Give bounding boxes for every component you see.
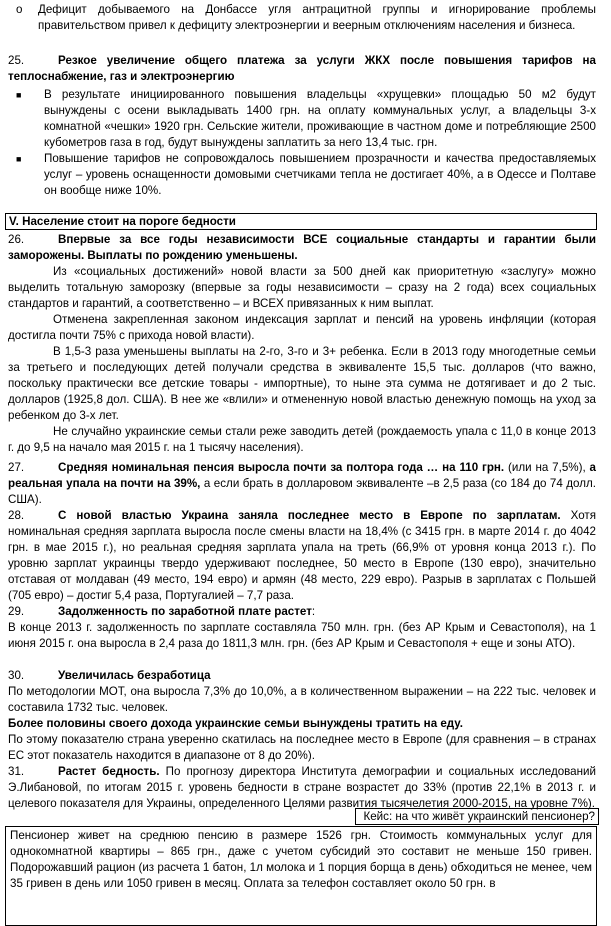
intro-bullet-text: Дефицит добываемого на Донбассе угля антрацитной группы и игнорирование проблемы правительством привел к дефициту электроэнергии и веерным отключениям населения и бизнеса. bbox=[38, 3, 596, 32]
item-number: 26. bbox=[8, 233, 25, 246]
case-box bbox=[5, 826, 597, 926]
case-text: Пенсионер живет на среднюю пенсию в размере 1526 грн. Стоимость коммунальных услуг для однокомнатной квартиры – 865 грн., даже с учетом субсидий это составит не меньше 150 гривен. Подорожавший рацион (из расчета 1 батон, 1л молока и 1 порция борща в день) обходиться не менее, чем 35 гривен в день или 1050 гривен в месяц. Оплата за телефон составляет около 50 грн. в bbox=[10, 829, 592, 890]
item-27-bold-2: а реальная упала на почти на 39%, bbox=[8, 461, 596, 490]
circle-bullet-icon: o bbox=[16, 3, 23, 16]
item-number: 30. bbox=[8, 669, 25, 682]
item-number: 29. bbox=[8, 605, 25, 618]
item-30-text-2: По этому показателю страна уверенно скатилась на последнее место в Европе (для сравнения – в странах ЕС этот показатель находится в диапазоне от 8 до 20%). bbox=[8, 733, 596, 762]
item-26-paragraph-4: Не случайно украинские семьи стали реже заводить детей (рождаемость упала с 11,0 в конце 2013 г. до 9,5 на начало мая 2015 г. на 1 тысячу населения). bbox=[8, 425, 596, 454]
intro-bullet bbox=[16, 2, 596, 34]
item-28-text: Хотя номинальная средняя зарплата выросла после смены власти на 18,4% (с 3415 грн. в марте 2014 г. до 4042 грн. в мае 2015 г.), но реальная средняя зарплата упала на треть (66,9% от уровня конца 2013 г.). По уровню зарплат украинцы твердо удерживают последнее, 50 место в Европе (130 евро), значительно отставая от молдаван (49 место, 194 евро) и армян (48 место, 229 евро). Разрыв в зарплатах с Польшей (705 евро) – достиг 5,4 раза, Португалией – 7,7 раза. bbox=[8, 509, 597, 602]
item-27-text-2: а если брать в долларовом эквиваленте –в 2,5 раза (со 184 до 74 долл. США). bbox=[8, 477, 597, 506]
item-27-text-1: (или на 7,5%), bbox=[504, 461, 590, 474]
item-25-bullet-2 bbox=[16, 151, 596, 199]
item-31 bbox=[8, 764, 596, 812]
item-29-colon: : bbox=[311, 605, 316, 618]
item-25-title-part1: Резкое увеличение общего платежа за услуги ЖКХ после повышения тарифов на bbox=[58, 54, 596, 67]
item-26-title-part2: заморожены. Выплаты по рождению уменьшены. bbox=[8, 249, 298, 262]
item-26 bbox=[8, 232, 596, 456]
square-bullet-icon: ■ bbox=[16, 90, 22, 100]
item-27-bold-1: Средняя номинальная пенсия выросла почти за полтора года … на 110 грн. bbox=[58, 461, 505, 474]
item-30-bold: Увеличилась безработица bbox=[58, 669, 211, 682]
section-heading-box bbox=[5, 213, 597, 230]
item-number: 25. bbox=[8, 54, 25, 67]
item-30-text: По методологии МОТ, она выросла 7,3% до 10,0%, а в количественном выражении – на 222 тыс. человек и составила 1732 тыс. человек. bbox=[8, 685, 596, 714]
bullet-text: Повышение тарифов не сопровождалось повышением прозрачности и качества предоставляемых услуг – уровень оснащенности домовыми счетчиками тепла не достигает 40%, а в Одессе и Полтаве он вообще ниже 10%. bbox=[44, 152, 596, 197]
item-30 bbox=[8, 668, 596, 764]
item-29-text: В конце 2013 г. задолженность по зарплате составляла 750 млн. грн. (без АР Крым и Севастополя), на 1 июня 2015 г. она выросла в 2,4 раза до 1811,3 млн. грн. (без АР Крым и Севастополя + еще и зоны АТО). bbox=[8, 621, 596, 650]
item-29 bbox=[8, 604, 596, 652]
item-25-bullet-1 bbox=[16, 87, 596, 151]
item-26-paragraph-2: Отменена закрепленная законом индексация зарплат и пенсий на уровень инфляции (которая достигла почти 75% с прихода новой власти). bbox=[8, 313, 596, 342]
item-29-bold: Задолженность по заработной плате растет bbox=[58, 605, 312, 618]
item-31-text: По прогнозу директора Института демографии и социальных исследований Э.Либановой, по итогам 2015 г. уровень бедности в стране возрастет до 33% (против 22,1% в 2013 г. и целевого показателя для Украины, определенного Целями развития тысячелетия 2000-2015, на уровне 7%). bbox=[8, 765, 596, 810]
item-26-paragraph-3: В 1,5-3 раза уменьшены выплаты на 2-го, 3-го и 3+ ребенка. Если в 2013 году многодетные семьи за третьего и последующих детей получали средства в эквиваленте 15,5 тыс. долларов (что важно, поскольку практически все детские товары - импортные), то ныне эта сумма не дотягивает и до 2 тыс. долларов (1925,8 дол. США). В нее же «влили» и отмененную новой властью денежную помощь на уход за ребенком до 3-х лет. bbox=[8, 345, 596, 422]
item-28 bbox=[8, 508, 596, 604]
item-number: 27. bbox=[8, 461, 25, 474]
item-number: 28. bbox=[8, 509, 25, 522]
item-25-title-part2: теплоснабжение, газ и электроэнергию bbox=[8, 70, 235, 83]
item-number: 31. bbox=[8, 765, 25, 778]
bullet-text: В результате инициированного повышения владельцы «хрущевки» площадью 50 м2 будут вынуждены с осени выкладывать 1400 грн. на оплату коммунальных услуг, а владельцы 3-х комнатной «чешки» 1920 грн. Сельские жители, проживающие в частном доме и потребляющие 2500 кубометров газа в год, будут вынуждены заплатить за него 13,4 тыс. грн. bbox=[44, 88, 596, 149]
item-27 bbox=[8, 460, 596, 508]
item-25-heading bbox=[8, 53, 596, 85]
case-label-box bbox=[355, 808, 599, 825]
item-28-bold: С новой властью Украина заняла последнее место в Европе по зарплатам. bbox=[58, 509, 561, 522]
section-title: V. Население стоит на пороге бедности bbox=[9, 215, 236, 228]
item-26-paragraph-1: Из «социальных достижений» новой власти за 500 дней как приоритетную «заслугу» можно выделить тотальную заморозку (впервые за годы независимости – сразу на 2 года) всех социальных стандартов и гарантий, а соответственно – и ВСЕХ привязанных к ним выплат. bbox=[8, 265, 596, 310]
item-30-bold-line: Более половины своего дохода украинские семьи вынуждены тратить на еду. bbox=[8, 717, 463, 730]
square-bullet-icon: ■ bbox=[16, 154, 22, 164]
case-label: Кейс: на что живёт украинский пенсионер? bbox=[363, 810, 595, 823]
item-26-title-part1: Впервые за все годы независимости ВСЕ социальные стандарты и гарантии были bbox=[58, 233, 596, 246]
item-31-bold: Растет бедность. bbox=[58, 765, 160, 778]
